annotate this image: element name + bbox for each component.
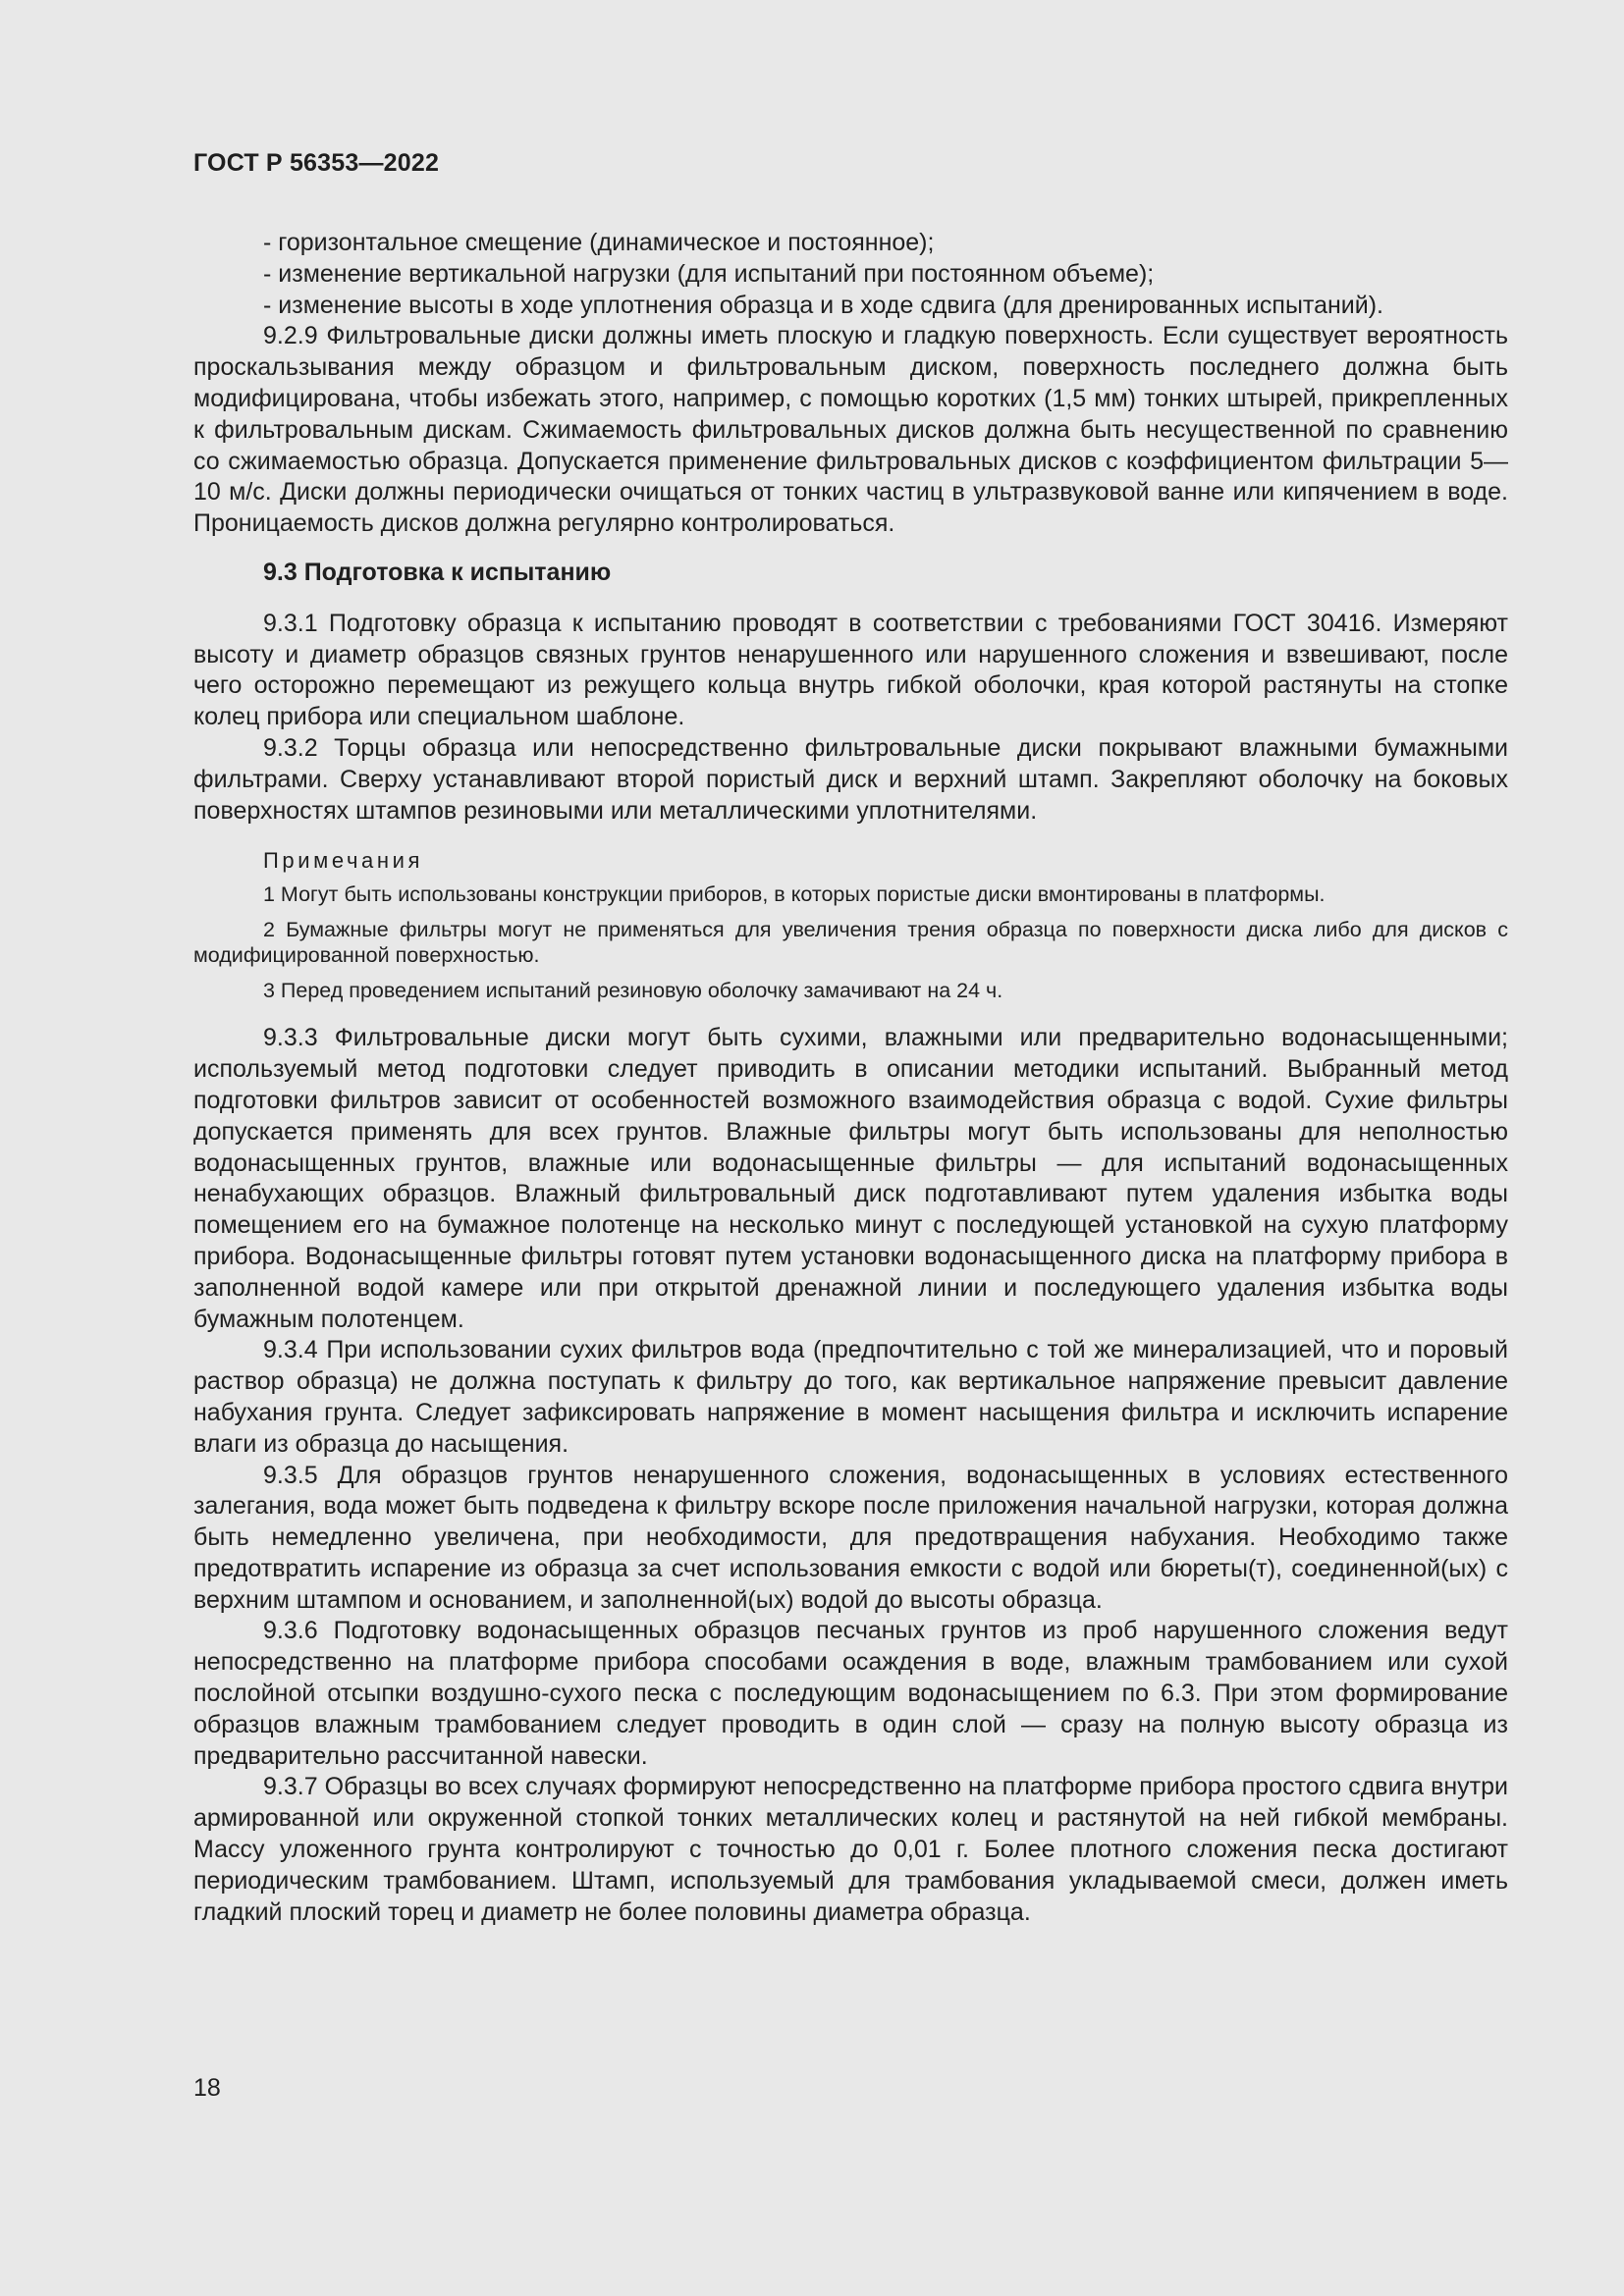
notes-heading: Примечания [263,848,424,874]
paragraph-9-3-6: 9.3.6 Подготовку водонасыщенных образцов песчаных грунтов из проб нарушенного сложения ведут непосредственно на платформе прибора способами осаждения в воде, влажным трамбованием или сухой послойной отсыпки воздушно-сухого песка с последующим водонасыщением по 6.3. При этом формирование образцов влажным трамбованием следует проводить в один слой — сразу на полную высоту образца из предварительно рассчитанной навески. [193,1617,1508,1770]
list-item: - изменение высоты в ходе уплотнения образца и в ходе сдвига (для дренированных испытаний). [263,291,1384,319]
note-item: 1 Могут быть использованы конструкции приборов, в которых пористые диски вмонтированы в платформы. [263,882,1326,907]
list-item: - горизонтальное смещение (динамическое и постоянное); [263,229,935,256]
paragraph-9-3-2: 9.3.2 Торцы образца или непосредственно фильтровальные диски покрывают влажными бумажными фильтрами. Сверху устанавливают второй пористый диск и верхний штамп. Закрепляют оболочку на боковых поверхностях штампов резиновыми или металлическими уплотнителями. [193,733,1508,825]
paragraph-9-3-1: 9.3.1 Подготовку образца к испытанию проводят в соответствии с требованиями ГОСТ 30416. Измеряют высоту и диаметр образцов связных грунтов ненарушенного или нарушенного сложения и взвешивают, после чего осторожно перемещают из режущего кольца внутрь гибкой оболочки, края которой растянуты на стопке колец прибора или специальном шаблоне. [193,609,1508,731]
section-heading-9-3: 9.3 Подготовка к испытанию [263,558,612,586]
document-body [193,228,1508,1928]
paragraph-9-3-3: 9.3.3 Фильтровальные диски могут быть сухими, влажными или предварительно водонасыщенными; используемый метод подготовки следует приводить в описании методики испытаний. Выбранный метод подготовки фильтров зависит от особенностей возможного взаимодействия образца с водой. Сухие фильтры допускается применять для всех грунтов. Влажные фильтры могут быть использованы для неполностью водонасыщенных грунтов, влажные или водонасыщенные фильтры — для испытаний водонасыщенных ненабухающих образцов. Влажный фильтровальный диск подготавливают путем удаления избытка воды помещением его на бумажное полотенце на несколько минут с последующей установкой на сухую платформу прибора. Водонасыщенные фильтры готовят путем установки водонасыщенного диска на платформу прибора в заполненной водой камере или при открытой дренажной линии и последующего удаления избытка воды бумажным полотенцем. [193,1024,1508,1333]
paragraph-9-3-4: 9.3.4 При использовании сухих фильтров вода (предпочтительно с той же минерализацией, что и поровый раствор образца) не должна поступать к фильтру до того, как вертикальное напряжение превысит давление набухания грунта. Следует зафиксировать напряжение в момент насыщения фильтра и исключить испарение влаги из образца до насыщения. [193,1336,1508,1458]
note-item: 3 Перед проведением испытаний резиновую оболочку замачивают на 24 ч. [263,979,1003,1003]
document-header: ГОСТ Р 56353—2022 [193,149,440,177]
paragraph-9-3-7: 9.3.7 Образцы во всех случаях формируют непосредственно на платформе прибора простого сдвига внутри армированной или окруженной стопкой тонких металлических колец и растянутой на ней гибкой мембраны. Массу уложенного грунта контролируют с точностью до 0,01 г. Более плотного сложения песка достигают периодическим трамбованием. Штамп, используемый для трамбования укладываемой смеси, должен иметь гладкий плоский торец и диаметр не более половины диаметра образца. [193,1773,1508,1926]
list-item: - изменение вертикальной нагрузки (для испытаний при постоянном объеме); [263,259,1155,288]
paragraph-9-3-5: 9.3.5 Для образцов грунтов ненарушенного сложения, водонасыщенных в условиях естественного залегания, вода может быть подведена к фильтру вскоре после приложения начальной нагрузки, которая должна быть немедленно увеличена, при необходимости, для предотвращения набухания. Необходимо также предотвратить испарение из образца за счет использования емкости с водой или бюреты(т), соединенной(ых) с верхним штампом и основанием, и заполненной(ых) водой до высоты образца. [193,1461,1508,1614]
page-number: 18 [193,2074,221,2102]
note-item: 2 Бумажные фильтры могут не применяться для увеличения трения образца по поверхности диска либо для дисков с модифицированной поверхностью. [193,918,1508,968]
paragraph-9-2-9: 9.2.9 Фильтровальные диски должны иметь плоскую и гладкую поверхность. Если существует вероятность проскальзывания между образцом и фильтровальным диском, поверхность последнего должна быть модифицирована, чтобы избежать этого, например, с помощью коротких (1,5 мм) тонких штырей, прикрепленных к фильтровальным дискам. Сжимаемость фильтровальных дисков должна быть несущественной по сравнению со сжимаемостью образца. Допускается применение фильтровальных дисков с коэффициентом фильтрации 5—10 м/с. Диски должны периодически очищаться от тонких частиц в ультразвуковой ванне или кипячением в воде. Проницаемость дисков должна регулярно контролироваться. [193,322,1508,538]
document-page [193,0,1508,2296]
